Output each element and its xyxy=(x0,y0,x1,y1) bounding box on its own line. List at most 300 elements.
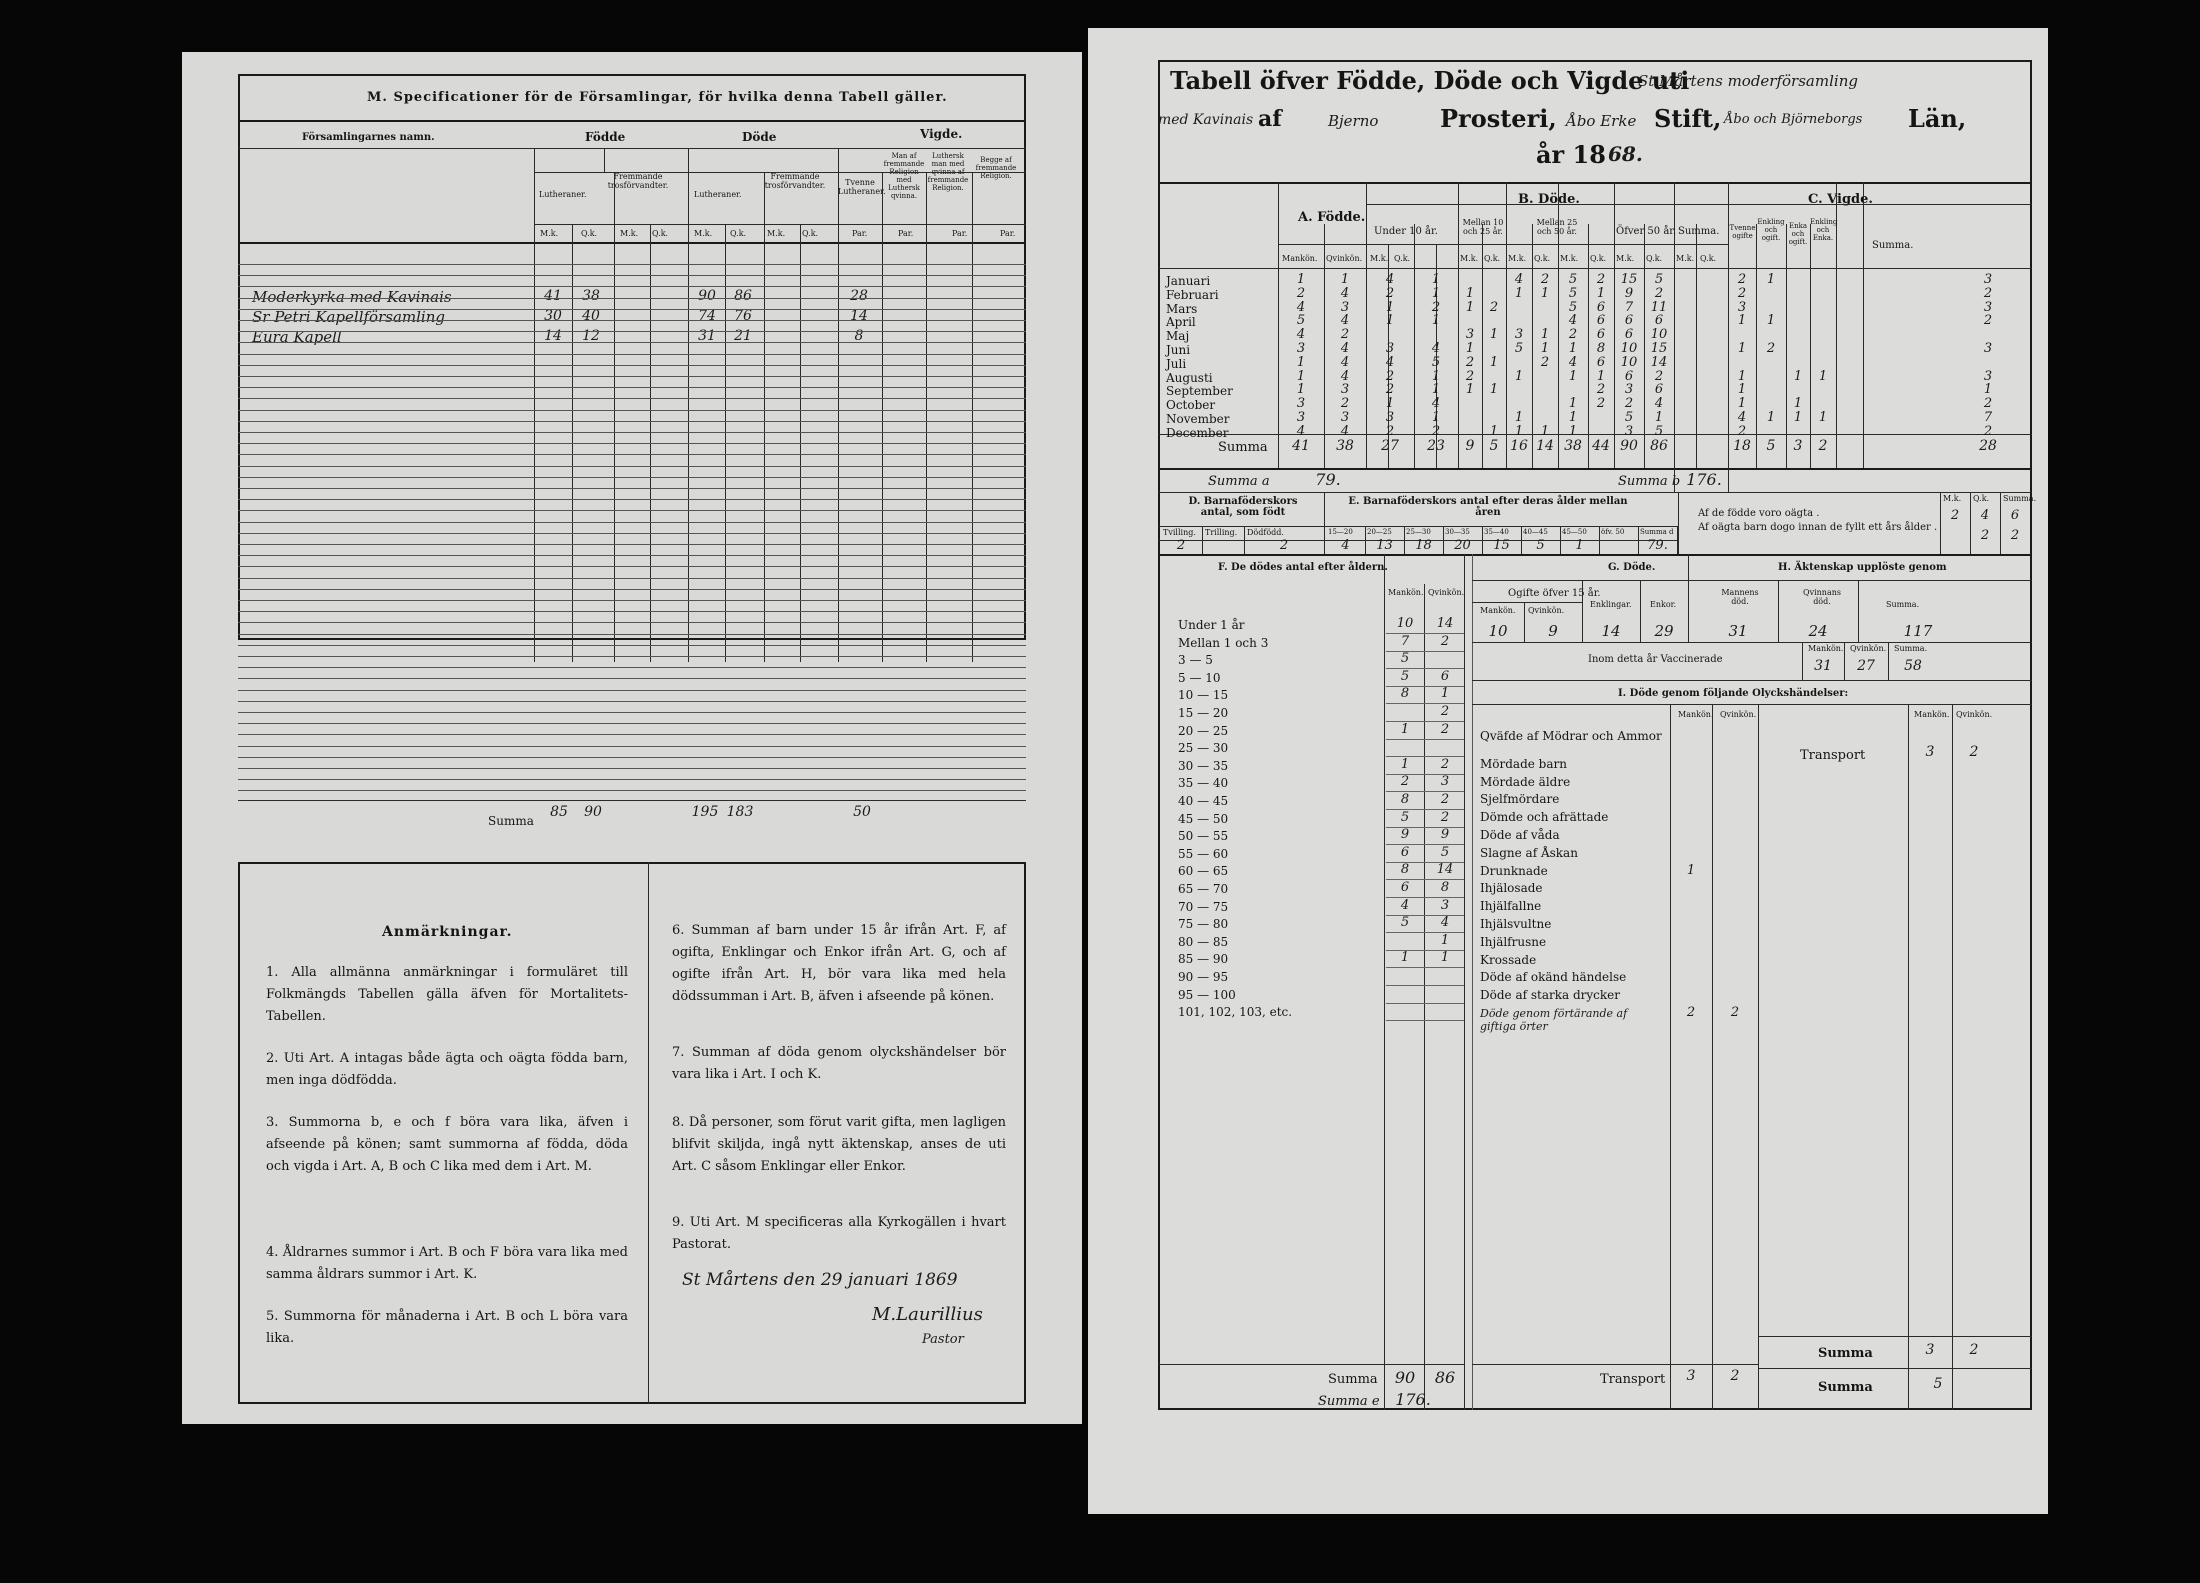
i-head: I. Döde genom följande Olyckshändelser: xyxy=(1618,688,1849,699)
ruled-line xyxy=(238,634,1026,635)
mk-label: M.k. xyxy=(540,229,559,238)
grid-vline xyxy=(1458,182,1459,468)
age-mk: 1 xyxy=(1400,756,1410,772)
sub-lutheraner-d: Lutheraner. xyxy=(694,190,742,199)
age-qk: 2 xyxy=(1440,633,1450,649)
ruled-line xyxy=(238,354,1026,355)
parish-f-qk: 12 xyxy=(582,328,600,344)
anm-title: Anmärkningar. xyxy=(382,924,513,940)
ruled-line xyxy=(238,443,1026,444)
mk-label: M.k. xyxy=(694,229,713,238)
oagta-1-val: 2 xyxy=(1950,508,1960,523)
ruled-line xyxy=(238,600,1026,601)
sub-fremmande-f: Fremmande trosförvandter. xyxy=(607,172,669,190)
b-o50-qk: 2 xyxy=(1596,396,1606,412)
spec-title: M. Specificationer för de Församlingar, för hvilka denna Tabell gäller. xyxy=(367,90,948,105)
parish-d-mk: 90 xyxy=(698,288,716,304)
age-label: 60 — 65 xyxy=(1178,864,1229,879)
vacc-val: 31 xyxy=(1814,658,1832,674)
grid-vline xyxy=(1670,704,1671,1410)
c-val: 1 xyxy=(1737,368,1747,384)
month-label: December xyxy=(1166,425,1229,440)
parish-d-qk: 86 xyxy=(734,288,752,304)
transport-bottom-qk: 2 xyxy=(1730,1368,1740,1384)
vacc-val: 58 xyxy=(1904,658,1922,674)
f-head: F. De dödes antal efter åldern. xyxy=(1218,562,1388,573)
age-mk: 8 xyxy=(1400,686,1410,702)
ruled-line xyxy=(238,264,1026,265)
age-qk: 14 xyxy=(1436,862,1454,878)
accident-label: Krossade xyxy=(1480,952,1537,967)
accident-label: Ihjälfrusne xyxy=(1480,934,1547,949)
b-m25-mk: 3 xyxy=(1514,327,1524,343)
b-s-qk: 6 xyxy=(1654,382,1664,398)
ruled-line xyxy=(238,701,1026,702)
grid-hline xyxy=(1158,1364,1464,1365)
month-label: Juli xyxy=(1166,356,1187,371)
ruled-line xyxy=(238,398,1026,399)
b-s-qk: 2 xyxy=(1654,368,1664,384)
age-label: 50 — 55 xyxy=(1178,829,1229,844)
b-u10-qk: 5 xyxy=(1431,354,1441,370)
grid-hline xyxy=(534,172,1026,173)
c-summa-val: 2 xyxy=(1983,285,1993,301)
title-hand-1: St Mårtens moderförsamling xyxy=(1638,72,1858,90)
b-u10-qk: 1 xyxy=(1431,285,1441,301)
g-qvinkon: Qvinkön. xyxy=(1528,606,1565,615)
ruled-line xyxy=(238,477,1026,478)
b-m25-mk: 1 xyxy=(1514,410,1524,425)
ruled-line xyxy=(238,533,1026,534)
age-qk: 2 xyxy=(1440,704,1450,719)
c-tvenne: Tvenne ogifte xyxy=(1729,224,1756,240)
a-qk: 1 xyxy=(1340,272,1350,287)
b-s-mk: 5 xyxy=(1624,410,1634,425)
b-m25-mk: 4 xyxy=(1514,272,1524,287)
month-label: Februari xyxy=(1166,287,1219,302)
age-label: 20 — 25 xyxy=(1178,723,1229,738)
grid-vline xyxy=(1940,492,1941,554)
age-label: 15 — 20 xyxy=(1178,706,1229,720)
age-mk: 5 xyxy=(1400,915,1410,931)
signature-place: St Mårtens den 29 januari 1869 xyxy=(682,1270,958,1290)
c-summa-val: 2 xyxy=(1983,423,1993,439)
b-s-qk: 15 xyxy=(1650,341,1668,356)
b-u10-mk: 2 xyxy=(1385,368,1395,384)
c-val: 1 xyxy=(1766,410,1776,425)
i-summa-mk: 3 xyxy=(1925,1342,1935,1358)
note-6: 6. Summan af barn under 15 år ifrån Art. F, af ogifta, Enklingar och Enkor ifrån Art. G, och af ogifte ifrån Art. H, bör vara lika med hela dödssumman i Art. B, äfven i afseende på könen. xyxy=(672,923,1006,1004)
title-prosteri: Prosteri, xyxy=(1440,104,1557,133)
grid-hline xyxy=(1472,680,2032,681)
e-range: 45—50 xyxy=(1562,528,1587,536)
g-ogifte: Ogifte öfver 15 år. xyxy=(1508,588,1601,599)
c-val: 1 xyxy=(1818,368,1828,384)
a-qk: 3 xyxy=(1340,382,1350,398)
summa-a-label: Summa a xyxy=(1208,474,1270,489)
age-qk: 6 xyxy=(1440,668,1450,684)
ruled-line xyxy=(238,342,1026,343)
a-mk: 3 xyxy=(1296,410,1306,425)
age-label: 65 — 70 xyxy=(1178,882,1229,896)
b-u10-qk: 1 xyxy=(1431,410,1441,425)
g-val: 14 xyxy=(1601,622,1621,640)
title-af: af xyxy=(1258,106,1282,132)
d-val: 2 xyxy=(1176,538,1186,553)
c-val: 1 xyxy=(1766,313,1776,329)
age-label: 75 — 80 xyxy=(1178,917,1229,932)
grid-vline xyxy=(1674,182,1675,468)
grid-vline xyxy=(688,148,689,662)
ruled-line xyxy=(238,712,1026,713)
sum-s-mk: 90 xyxy=(1620,438,1638,454)
oagta-2: Af oägta barn dogo innan de fyllt ett års ålder . xyxy=(1698,522,1938,533)
title-lan: Län, xyxy=(1908,104,1967,133)
ruled-line xyxy=(238,376,1026,377)
age-mk: 6 xyxy=(1400,844,1410,860)
accident-mk: 2 xyxy=(1686,1005,1696,1020)
b-m25-mk: 1 xyxy=(1514,423,1524,439)
b-o50-qk: 6 xyxy=(1596,327,1606,343)
b-o50-qk: 6 xyxy=(1596,299,1606,315)
a-qk: 4 xyxy=(1340,285,1350,301)
c-val: 2 xyxy=(1737,272,1747,287)
parish-f-mk: 30 xyxy=(544,308,562,324)
b-s-mk: 10 xyxy=(1620,354,1638,370)
grid-hline xyxy=(1472,602,1582,603)
age-label: 30 — 35 xyxy=(1178,758,1229,773)
vacc-mankon: Mankön. xyxy=(1808,644,1844,653)
note-9: 9. Uti Art. M specificeras alla Kyrkogällen i hvart Pastorat. xyxy=(672,1215,1006,1252)
c-val: 1 xyxy=(1793,396,1803,412)
grid-hline xyxy=(1158,526,1678,527)
parish-v-par: 28 xyxy=(850,288,868,304)
e-val: 20 xyxy=(1454,538,1471,553)
grid-hline xyxy=(1472,704,2032,705)
age-mk: 10 xyxy=(1396,616,1414,631)
month-label: April xyxy=(1166,315,1196,330)
grid-vline xyxy=(1677,526,1678,554)
c-summa-val: 3 xyxy=(1983,368,1993,384)
a-qk: 3 xyxy=(1340,410,1350,425)
grid-vline xyxy=(1324,526,1325,554)
c-summa-val: 7 xyxy=(1983,410,1993,425)
c-val: 2 xyxy=(1737,285,1747,301)
i-summa-qk: 2 xyxy=(1969,1342,1979,1358)
b-s-mk: 6 xyxy=(1624,368,1634,384)
b-u10-qk: 1 xyxy=(1431,313,1441,329)
grid-vline xyxy=(1696,224,1697,468)
sum-c-summa: 28 xyxy=(1979,438,1997,454)
e-range: 15—20 xyxy=(1328,528,1353,536)
b-m25-qk: 2 xyxy=(1540,272,1550,287)
mk-label: M.k. xyxy=(1616,254,1635,263)
title-hand-5: Åbo och Björneborgs xyxy=(1724,112,1863,127)
grid-hline xyxy=(1472,580,2032,581)
sub-fremmande-d: Fremmande trosförvandter. xyxy=(764,172,826,190)
b-m25-mk: 5 xyxy=(1514,341,1524,356)
b-s-mk: 3 xyxy=(1624,382,1634,398)
vacc-val: 27 xyxy=(1857,658,1875,674)
left-page xyxy=(182,52,1082,1424)
summa-d-qk: 183 xyxy=(726,804,754,820)
b-u10-mk: 1 xyxy=(1385,313,1395,329)
e-val: 79. xyxy=(1647,538,1668,553)
ruled-line xyxy=(238,298,1026,299)
accident-label: Ihjälfallne xyxy=(1480,899,1542,914)
age-mk: 8 xyxy=(1400,792,1410,807)
grid-hline xyxy=(1728,204,2032,205)
c-summa-val: 3 xyxy=(1983,341,1993,356)
b-s-mk: 6 xyxy=(1624,327,1634,343)
ruled-line xyxy=(238,286,1026,287)
age-mk: 9 xyxy=(1400,827,1410,843)
e-range: 25—30 xyxy=(1406,528,1431,536)
accident-label: Döde genom förtärande af giftiga örter xyxy=(1480,1007,1628,1033)
b-o50-qk: 2 xyxy=(1596,382,1606,398)
g-val: 10 xyxy=(1488,622,1508,640)
age-qk: 3 xyxy=(1440,897,1450,913)
accident-label: Mördade äldre xyxy=(1480,774,1571,789)
e-range: 20—25 xyxy=(1367,528,1392,536)
b-o50-mk: 1 xyxy=(1568,423,1578,439)
oagta-2-val: 2 xyxy=(1980,528,1990,543)
transport-top-qk: 2 xyxy=(1969,744,1979,760)
month-label: Mars xyxy=(1166,301,1198,316)
b-u10-mk: 1 xyxy=(1385,299,1395,315)
grid-hline xyxy=(1472,642,2032,643)
g-enkor: Enkor. xyxy=(1650,600,1677,609)
c-summa-val: 1 xyxy=(1983,382,1993,398)
sub-luthersk-man: Luthersk man med qvinna af fremmande Religion. xyxy=(927,152,969,192)
signature-title: Pastor xyxy=(922,1332,964,1347)
oagta-1: Af de födde voro oägta . xyxy=(1698,508,1820,519)
sum-o50-mk: 38 xyxy=(1564,438,1582,454)
b-s-mk: 15 xyxy=(1620,272,1638,287)
grid-vline xyxy=(1728,468,1729,492)
summa-b-val: 176. xyxy=(1686,470,1722,489)
month-label: September xyxy=(1166,384,1233,399)
a-qk: 3 xyxy=(1340,299,1350,315)
grid-vline xyxy=(1712,704,1713,1410)
ruled-line xyxy=(238,510,1026,511)
accident-label: Sjelfmördare xyxy=(1480,792,1560,807)
ruled-line xyxy=(238,589,1026,590)
accident-label: Drunknade xyxy=(1480,863,1548,878)
age-mk: 1 xyxy=(1400,950,1410,966)
e-range: Summa d xyxy=(1640,528,1674,536)
age-qk: 2 xyxy=(1440,792,1450,807)
parish-d-mk: 31 xyxy=(698,328,716,344)
note-5: 5. Summorna för månaderna i Art. B och L böra vara lika. xyxy=(266,1309,628,1346)
c-summa-val: 3 xyxy=(1983,299,1993,315)
b-m25-qk: 1 xyxy=(1540,327,1550,343)
age-mk: 5 xyxy=(1400,651,1410,667)
age-label: 85 — 90 xyxy=(1178,952,1229,967)
age-qk: 9 xyxy=(1440,827,1450,843)
sum-c-val: 2 xyxy=(1818,438,1828,454)
f-summa-qk: 86 xyxy=(1434,1368,1456,1387)
grid-vline xyxy=(2000,492,2001,554)
accident-label: Döde af starka drycker xyxy=(1480,988,1620,1003)
b-u10-qk: 1 xyxy=(1431,272,1441,287)
f-summa-mk: 90 xyxy=(1394,1368,1416,1387)
age-label: 95 — 100 xyxy=(1178,987,1236,1002)
ruled-line xyxy=(238,544,1026,545)
ruled-line xyxy=(238,499,1026,500)
ruled-line xyxy=(238,566,1026,567)
transport-bottom-mk: 3 xyxy=(1686,1368,1696,1384)
age-label: 45 — 50 xyxy=(1178,811,1229,826)
i-summa-label: Summa xyxy=(1818,1346,1873,1361)
h-head: H. Äktenskap upplöste genom xyxy=(1778,562,1947,573)
accident-label: Ihjälosade xyxy=(1480,881,1543,896)
b-m10-qk: 1 xyxy=(1489,423,1499,439)
grid-hline xyxy=(1758,1368,2032,1369)
f-summa-label: Summa xyxy=(1328,1372,1378,1387)
b-o50-mk: 5 xyxy=(1568,272,1578,287)
col-fodde: Födde xyxy=(585,130,626,144)
c-val: 1 xyxy=(1793,410,1803,425)
accident-label: Mördade barn xyxy=(1480,756,1567,771)
b-s-qk: 5 xyxy=(1654,272,1664,287)
c-val: 1 xyxy=(1793,368,1803,384)
qk-label: Q.k. xyxy=(1394,254,1411,263)
h-val: 31 xyxy=(1728,622,1748,640)
ruled-line xyxy=(238,746,1026,747)
parish-name: Eura Kapell xyxy=(252,328,342,346)
month-label: Augusti xyxy=(1166,370,1213,385)
ruled-line xyxy=(238,645,1026,646)
age-mk: 7 xyxy=(1400,633,1410,649)
b-u10-qk: 4 xyxy=(1431,341,1441,356)
b-m10-qk: 2 xyxy=(1489,299,1499,315)
b-head: B. Döde. xyxy=(1518,192,1580,207)
b-summa: Summa. xyxy=(1678,226,1720,237)
ruled-line xyxy=(238,578,1026,579)
note-3: 3. Summorna b, e och f böra vara lika, äfven i afseende på könen; samt summorna af födda, döda och vigda i Art. A, B och C lika med dem i Art. M. xyxy=(266,1115,628,1174)
c-summa-val: 2 xyxy=(1983,396,1993,412)
b-s-qk: 4 xyxy=(1654,396,1664,412)
b-s-mk: 6 xyxy=(1624,313,1634,329)
a-qk: 4 xyxy=(1340,313,1350,329)
summa-d-mk: 195 xyxy=(691,804,719,820)
b-o50-qk: 2 xyxy=(1596,272,1606,287)
note-7: 7. Summan af döda genom olyckshändelser bör vara lika i Art. I och K. xyxy=(672,1045,1006,1082)
sum-u10-mk: 27 xyxy=(1381,438,1399,454)
b-m10-mk: 1 xyxy=(1465,382,1475,398)
note-2: 2. Uti Art. A intagas både ägta och oägta födda barn, men inga dödfödda. xyxy=(266,1051,628,1088)
ruled-line xyxy=(238,723,1026,724)
par-label: Par. xyxy=(1000,229,1016,238)
ruled-line xyxy=(238,522,1026,523)
sum-m25-qk: 14 xyxy=(1536,438,1554,454)
b-s-mk: 3 xyxy=(1624,423,1634,439)
d-val: 2 xyxy=(1279,538,1289,553)
c-val: 2 xyxy=(1737,423,1747,439)
accident-label: Döde af våda xyxy=(1480,828,1560,842)
grid-vline xyxy=(1464,554,1465,1410)
grid-vline xyxy=(604,148,605,172)
age-label: 80 — 85 xyxy=(1178,934,1229,949)
age-line xyxy=(1386,985,1464,986)
col-dode: Döde xyxy=(742,130,777,144)
accident-label: Döde af okänd händelse xyxy=(1480,970,1627,985)
age-qk: 4 xyxy=(1440,915,1450,931)
age-line xyxy=(1386,1003,1464,1004)
month-label: Juni xyxy=(1166,343,1191,357)
b-o50-qk: 8 xyxy=(1596,341,1606,356)
accident-label: Dömde och afrättade xyxy=(1480,810,1609,825)
ruled-line xyxy=(238,734,1026,735)
sum-m10-mk: 9 xyxy=(1465,438,1475,454)
grid-hline xyxy=(1366,204,1728,205)
a-head: A. Födde. xyxy=(1298,210,1366,225)
summa-f-qk: 90 xyxy=(584,804,602,820)
h-mannens: Mannens död. xyxy=(1721,588,1759,606)
ruled-line xyxy=(238,432,1026,433)
qk-label: Q.k. xyxy=(1646,254,1663,263)
b-m25-qk: 1 xyxy=(1540,423,1550,439)
ruled-line xyxy=(238,779,1026,780)
sub-lutheraner-f: Lutheraner. xyxy=(539,190,587,199)
b-u10-mk: 4 xyxy=(1385,354,1395,370)
b-o50-mk: 5 xyxy=(1568,285,1578,301)
a-qk: 4 xyxy=(1340,368,1350,384)
b-s-mk: 7 xyxy=(1624,299,1634,315)
sum-u10-qk: 23 xyxy=(1427,438,1445,454)
a-mk: 1 xyxy=(1296,368,1306,384)
grid-vline xyxy=(1970,492,1971,554)
qk-label: Q.k. xyxy=(802,229,819,238)
parish-f-qk: 40 xyxy=(582,308,600,324)
age-mk: 2 xyxy=(1400,774,1410,790)
sum-a-mk: 41 xyxy=(1292,438,1310,454)
age-label: 70 — 75 xyxy=(1178,899,1229,914)
summa-f-mk: 85 xyxy=(550,804,568,820)
transport-top-mk: 3 xyxy=(1925,744,1935,760)
b-m25-mk: 1 xyxy=(1514,285,1524,301)
note-1: 1. Alla allmänna anmärkningar i formuläret till Folkmängds Tabellen gälla äfven för Mortalitets-Tabellen. xyxy=(266,965,628,1024)
ruled-line xyxy=(238,488,1026,489)
parish-f-qk: 38 xyxy=(582,288,600,304)
mk-label: M.k. xyxy=(1560,254,1579,263)
e-val: 1 xyxy=(1575,538,1584,553)
age-label: 90 — 95 xyxy=(1178,970,1229,984)
c-val: 1 xyxy=(1737,396,1747,412)
ruled-line xyxy=(238,757,1026,758)
h-summa: Summa. xyxy=(1886,600,1920,609)
age-label: 40 — 45 xyxy=(1178,794,1229,808)
sum-c-val: 5 xyxy=(1766,438,1776,454)
b-o50-mk: 5 xyxy=(1568,299,1578,315)
c-val: 4 xyxy=(1737,410,1747,425)
age-label: Under 1 år xyxy=(1178,618,1245,632)
age-label: 35 — 40 xyxy=(1178,776,1229,791)
age-qk: 5 xyxy=(1440,844,1450,860)
d-col-label: Trilling. xyxy=(1205,528,1238,537)
accident-label: Slagne af Åskan xyxy=(1480,845,1578,860)
b-u10-mk: 4 xyxy=(1385,272,1395,287)
qk-label: Q.k. xyxy=(730,229,747,238)
qvinkon-label: Qvinkön. xyxy=(1326,254,1363,263)
g-val: 9 xyxy=(1548,622,1558,640)
c-val: 1 xyxy=(1766,272,1776,287)
sub-tvenne: Tvenne Lutheraner. xyxy=(838,178,886,196)
b-m10-mk: 2 xyxy=(1465,354,1475,370)
c-val: 1 xyxy=(1737,382,1747,398)
b-m25-mk: 1 xyxy=(1514,368,1524,384)
